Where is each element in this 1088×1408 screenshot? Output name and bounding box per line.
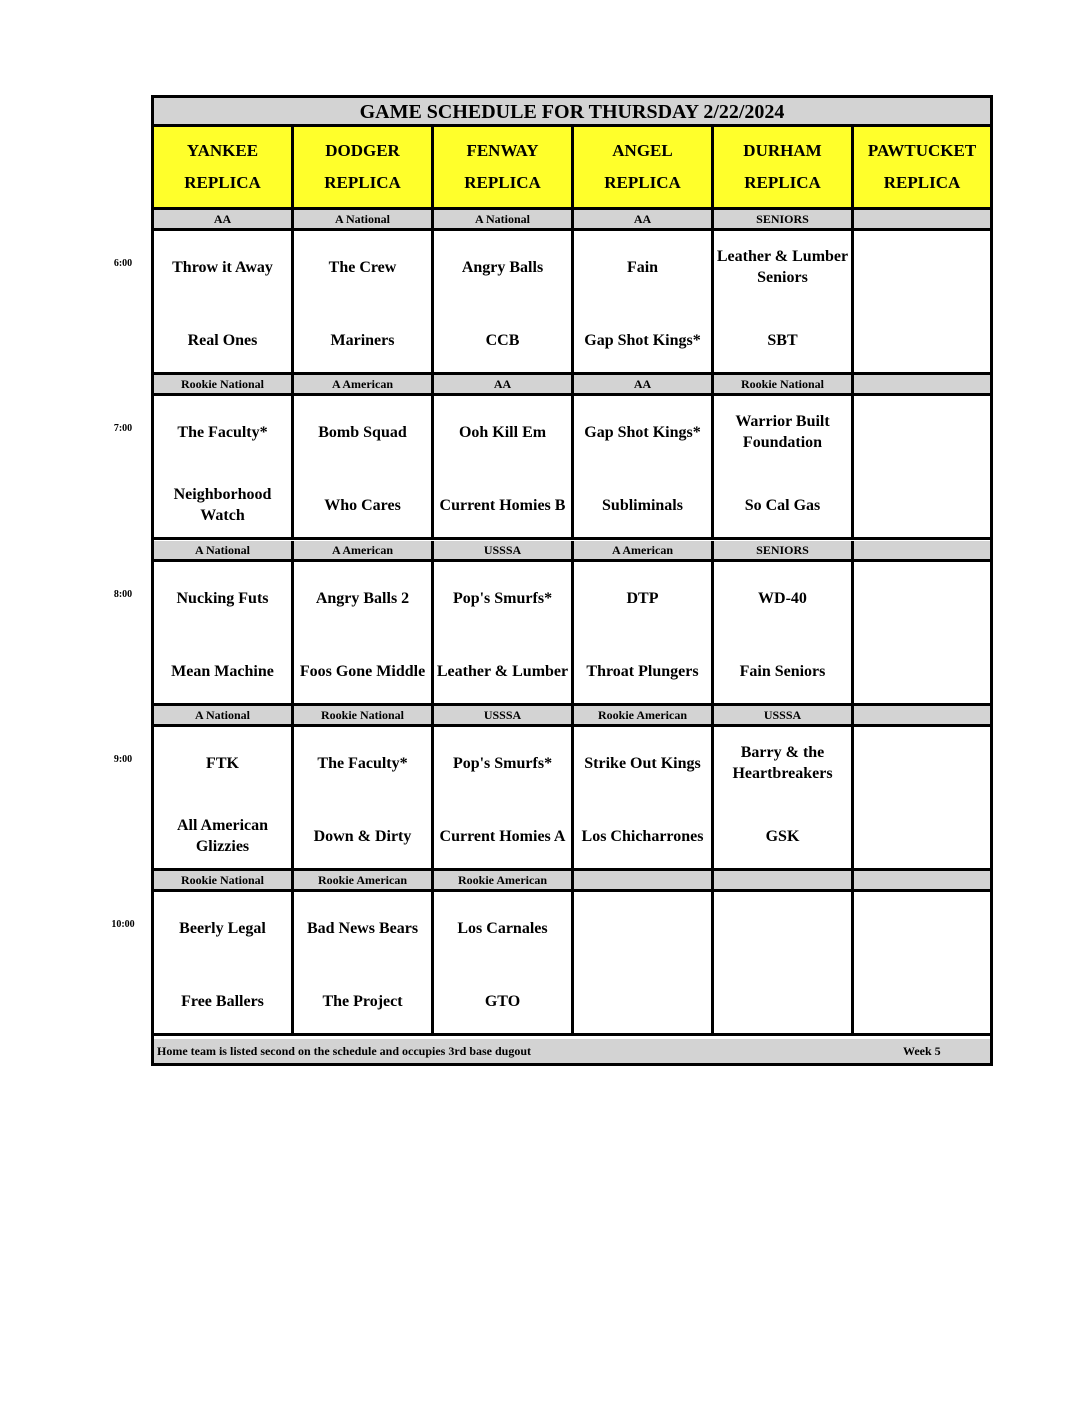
field-header bbox=[714, 127, 854, 210]
division-label: SENIORS bbox=[714, 541, 854, 562]
field-subtitle: REPLICA bbox=[464, 173, 541, 192]
away-team: Los Carnales bbox=[457, 919, 548, 937]
game-cell bbox=[294, 892, 434, 1036]
away-team: Barry & the Heartbreakers bbox=[732, 744, 833, 782]
game-cell bbox=[714, 892, 854, 1036]
home-team bbox=[854, 976, 990, 1026]
away-team: Gap Shot Kings* bbox=[584, 423, 701, 441]
away-team: WD-40 bbox=[758, 589, 807, 607]
division-label bbox=[714, 871, 854, 892]
division-label: A National bbox=[154, 541, 294, 562]
home-team bbox=[854, 480, 990, 530]
division-label: USSSA bbox=[714, 706, 854, 727]
game-cell bbox=[154, 727, 294, 871]
division-label: Rookie American bbox=[574, 706, 714, 727]
home-team: Gap Shot Kings* bbox=[584, 331, 701, 349]
home-team: Throat Plungers bbox=[586, 662, 699, 680]
division-label: AA bbox=[154, 210, 294, 231]
home-team bbox=[574, 976, 711, 1026]
game-cell bbox=[434, 562, 574, 706]
game-cell bbox=[434, 892, 574, 1036]
away-team: FTK bbox=[206, 754, 239, 772]
home-team: Free Ballers bbox=[181, 992, 264, 1010]
home-team: So Cal Gas bbox=[744, 496, 821, 514]
game-cell bbox=[854, 231, 990, 375]
away-team: Strike Out Kings bbox=[584, 754, 701, 772]
away-team: Fain bbox=[626, 258, 659, 276]
game-cell bbox=[154, 396, 294, 540]
field-header bbox=[154, 127, 294, 210]
away-team bbox=[854, 573, 990, 623]
home-team: Mean Machine bbox=[171, 662, 274, 680]
game-cell bbox=[854, 396, 990, 540]
schedule-title: GAME SCHEDULE FOR THURSDAY 2/22/2024 bbox=[154, 98, 990, 127]
away-team: Warrior Built Foundation bbox=[735, 413, 830, 451]
division-label: AA bbox=[574, 375, 714, 396]
away-team: The Faculty* bbox=[317, 754, 408, 772]
home-team: Current Homies B bbox=[439, 496, 566, 514]
time-label: 9:00 bbox=[113, 754, 133, 765]
home-team: Los Chicharrones bbox=[581, 827, 704, 845]
field-subtitle: REPLICA bbox=[184, 173, 261, 192]
division-label: USSSA bbox=[434, 541, 574, 562]
field-subtitle: REPLICA bbox=[324, 173, 401, 192]
footer-note: Home team is listed second on the schedule and occupies 3rd base dugout bbox=[157, 1044, 532, 1058]
home-team: GSK bbox=[765, 827, 800, 845]
game-cell bbox=[574, 231, 714, 375]
home-team: Fain Seniors bbox=[739, 662, 826, 680]
away-team: Ooh Kill Em bbox=[458, 423, 547, 441]
game-cell bbox=[574, 727, 714, 871]
home-team: Who Cares bbox=[324, 496, 401, 514]
game-cell bbox=[434, 727, 574, 871]
home-team bbox=[714, 976, 851, 1026]
game-cell bbox=[714, 231, 854, 375]
field-header bbox=[294, 127, 434, 210]
division-label bbox=[854, 210, 990, 231]
game-cell bbox=[434, 396, 574, 540]
away-team bbox=[854, 738, 990, 788]
field-subtitle: REPLICA bbox=[744, 173, 821, 192]
time-label: 10:00 bbox=[111, 919, 135, 930]
game-cell bbox=[854, 892, 990, 1036]
field-name: DODGER bbox=[325, 141, 400, 160]
division-label: AA bbox=[574, 210, 714, 231]
away-team bbox=[854, 903, 990, 953]
division-label: AA bbox=[434, 375, 574, 396]
game-cell bbox=[854, 727, 990, 871]
home-team bbox=[854, 646, 990, 696]
home-team: SBT bbox=[767, 331, 798, 349]
division-label: A American bbox=[294, 541, 434, 562]
game-cell bbox=[574, 562, 714, 706]
field-subtitle: REPLICA bbox=[604, 173, 681, 192]
game-cell bbox=[294, 231, 434, 375]
home-team bbox=[854, 811, 990, 861]
game-cell bbox=[854, 562, 990, 706]
division-label bbox=[854, 541, 990, 562]
division-label: A National bbox=[434, 210, 574, 231]
time-label: 8:00 bbox=[113, 589, 133, 600]
home-team: All American Glizzies bbox=[176, 817, 269, 855]
home-team: CCB bbox=[485, 331, 520, 349]
time-label: 7:00 bbox=[113, 423, 133, 434]
home-team: GTO bbox=[484, 992, 521, 1010]
away-team bbox=[854, 242, 990, 292]
home-team: Down & Dirty bbox=[313, 827, 412, 845]
home-team bbox=[854, 315, 990, 365]
away-team: Leather & Lumber Seniors bbox=[716, 248, 849, 286]
division-label: Rookie American bbox=[294, 871, 434, 892]
time-label: 6:00 bbox=[113, 258, 133, 269]
away-team: Pop's Smurfs* bbox=[452, 754, 553, 772]
field-header bbox=[434, 127, 574, 210]
game-cell bbox=[154, 231, 294, 375]
division-label: Rookie American bbox=[434, 871, 574, 892]
home-team: Real Ones bbox=[187, 331, 258, 349]
division-label: SENIORS bbox=[714, 210, 854, 231]
home-team: Mariners bbox=[330, 331, 395, 349]
away-team: Throw it Away bbox=[172, 258, 273, 276]
division-label bbox=[854, 871, 990, 892]
division-label: Rookie National bbox=[154, 871, 294, 892]
field-name: DURHAM bbox=[743, 141, 822, 160]
game-cell bbox=[714, 727, 854, 871]
game-cell bbox=[154, 892, 294, 1036]
game-cell bbox=[294, 727, 434, 871]
field-name: PAWTUCKET bbox=[867, 141, 977, 160]
division-label: A American bbox=[294, 375, 434, 396]
away-team: Bomb Squad bbox=[318, 423, 407, 441]
game-cell bbox=[294, 562, 434, 706]
away-team: Angry Balls 2 bbox=[315, 589, 410, 607]
game-cell bbox=[154, 562, 294, 706]
away-team: DTP bbox=[626, 589, 659, 607]
schedule-footer bbox=[154, 1039, 990, 1063]
field-name: YANKEE bbox=[186, 141, 259, 160]
away-team: Beerly Legal bbox=[179, 919, 266, 937]
division-label: A American bbox=[574, 541, 714, 562]
week-label: Week 5 bbox=[903, 1044, 941, 1058]
home-team: Neighborhood Watch bbox=[173, 486, 272, 524]
away-team bbox=[714, 903, 851, 953]
game-cell bbox=[294, 396, 434, 540]
game-cell bbox=[714, 396, 854, 540]
away-team: The Faculty* bbox=[177, 423, 268, 441]
division-label: Rookie National bbox=[154, 375, 294, 396]
field-name: FENWAY bbox=[466, 141, 539, 160]
away-team: Nucking Futs bbox=[176, 589, 269, 607]
away-team bbox=[854, 407, 990, 457]
division-label bbox=[854, 375, 990, 396]
home-team: Foos Gone Middle bbox=[299, 662, 426, 680]
division-label: USSSA bbox=[434, 706, 574, 727]
time-column bbox=[100, 0, 146, 1408]
game-cell bbox=[714, 562, 854, 706]
field-name: ANGEL bbox=[612, 141, 673, 160]
field-header bbox=[854, 127, 990, 210]
game-cell bbox=[574, 892, 714, 1036]
away-team: Angry Balls bbox=[461, 258, 544, 276]
game-cell bbox=[434, 231, 574, 375]
division-label: Rookie National bbox=[294, 706, 434, 727]
away-team: The Crew bbox=[328, 258, 397, 276]
division-label: Rookie National bbox=[714, 375, 854, 396]
division-label bbox=[574, 871, 714, 892]
home-team: Subliminals bbox=[602, 496, 683, 514]
home-team: Leather & Lumber bbox=[436, 662, 569, 680]
division-label: A National bbox=[154, 706, 294, 727]
away-team: Pop's Smurfs* bbox=[452, 589, 553, 607]
away-team: Bad News Bears bbox=[306, 919, 419, 937]
field-header bbox=[574, 127, 714, 210]
field-subtitle: REPLICA bbox=[883, 173, 961, 192]
division-label: A National bbox=[294, 210, 434, 231]
schedule-table bbox=[151, 95, 993, 1066]
home-team: Current Homies A bbox=[439, 827, 566, 845]
game-cell bbox=[574, 396, 714, 540]
away-team bbox=[574, 903, 711, 953]
home-team: The Project bbox=[322, 992, 403, 1010]
division-label bbox=[854, 706, 990, 727]
